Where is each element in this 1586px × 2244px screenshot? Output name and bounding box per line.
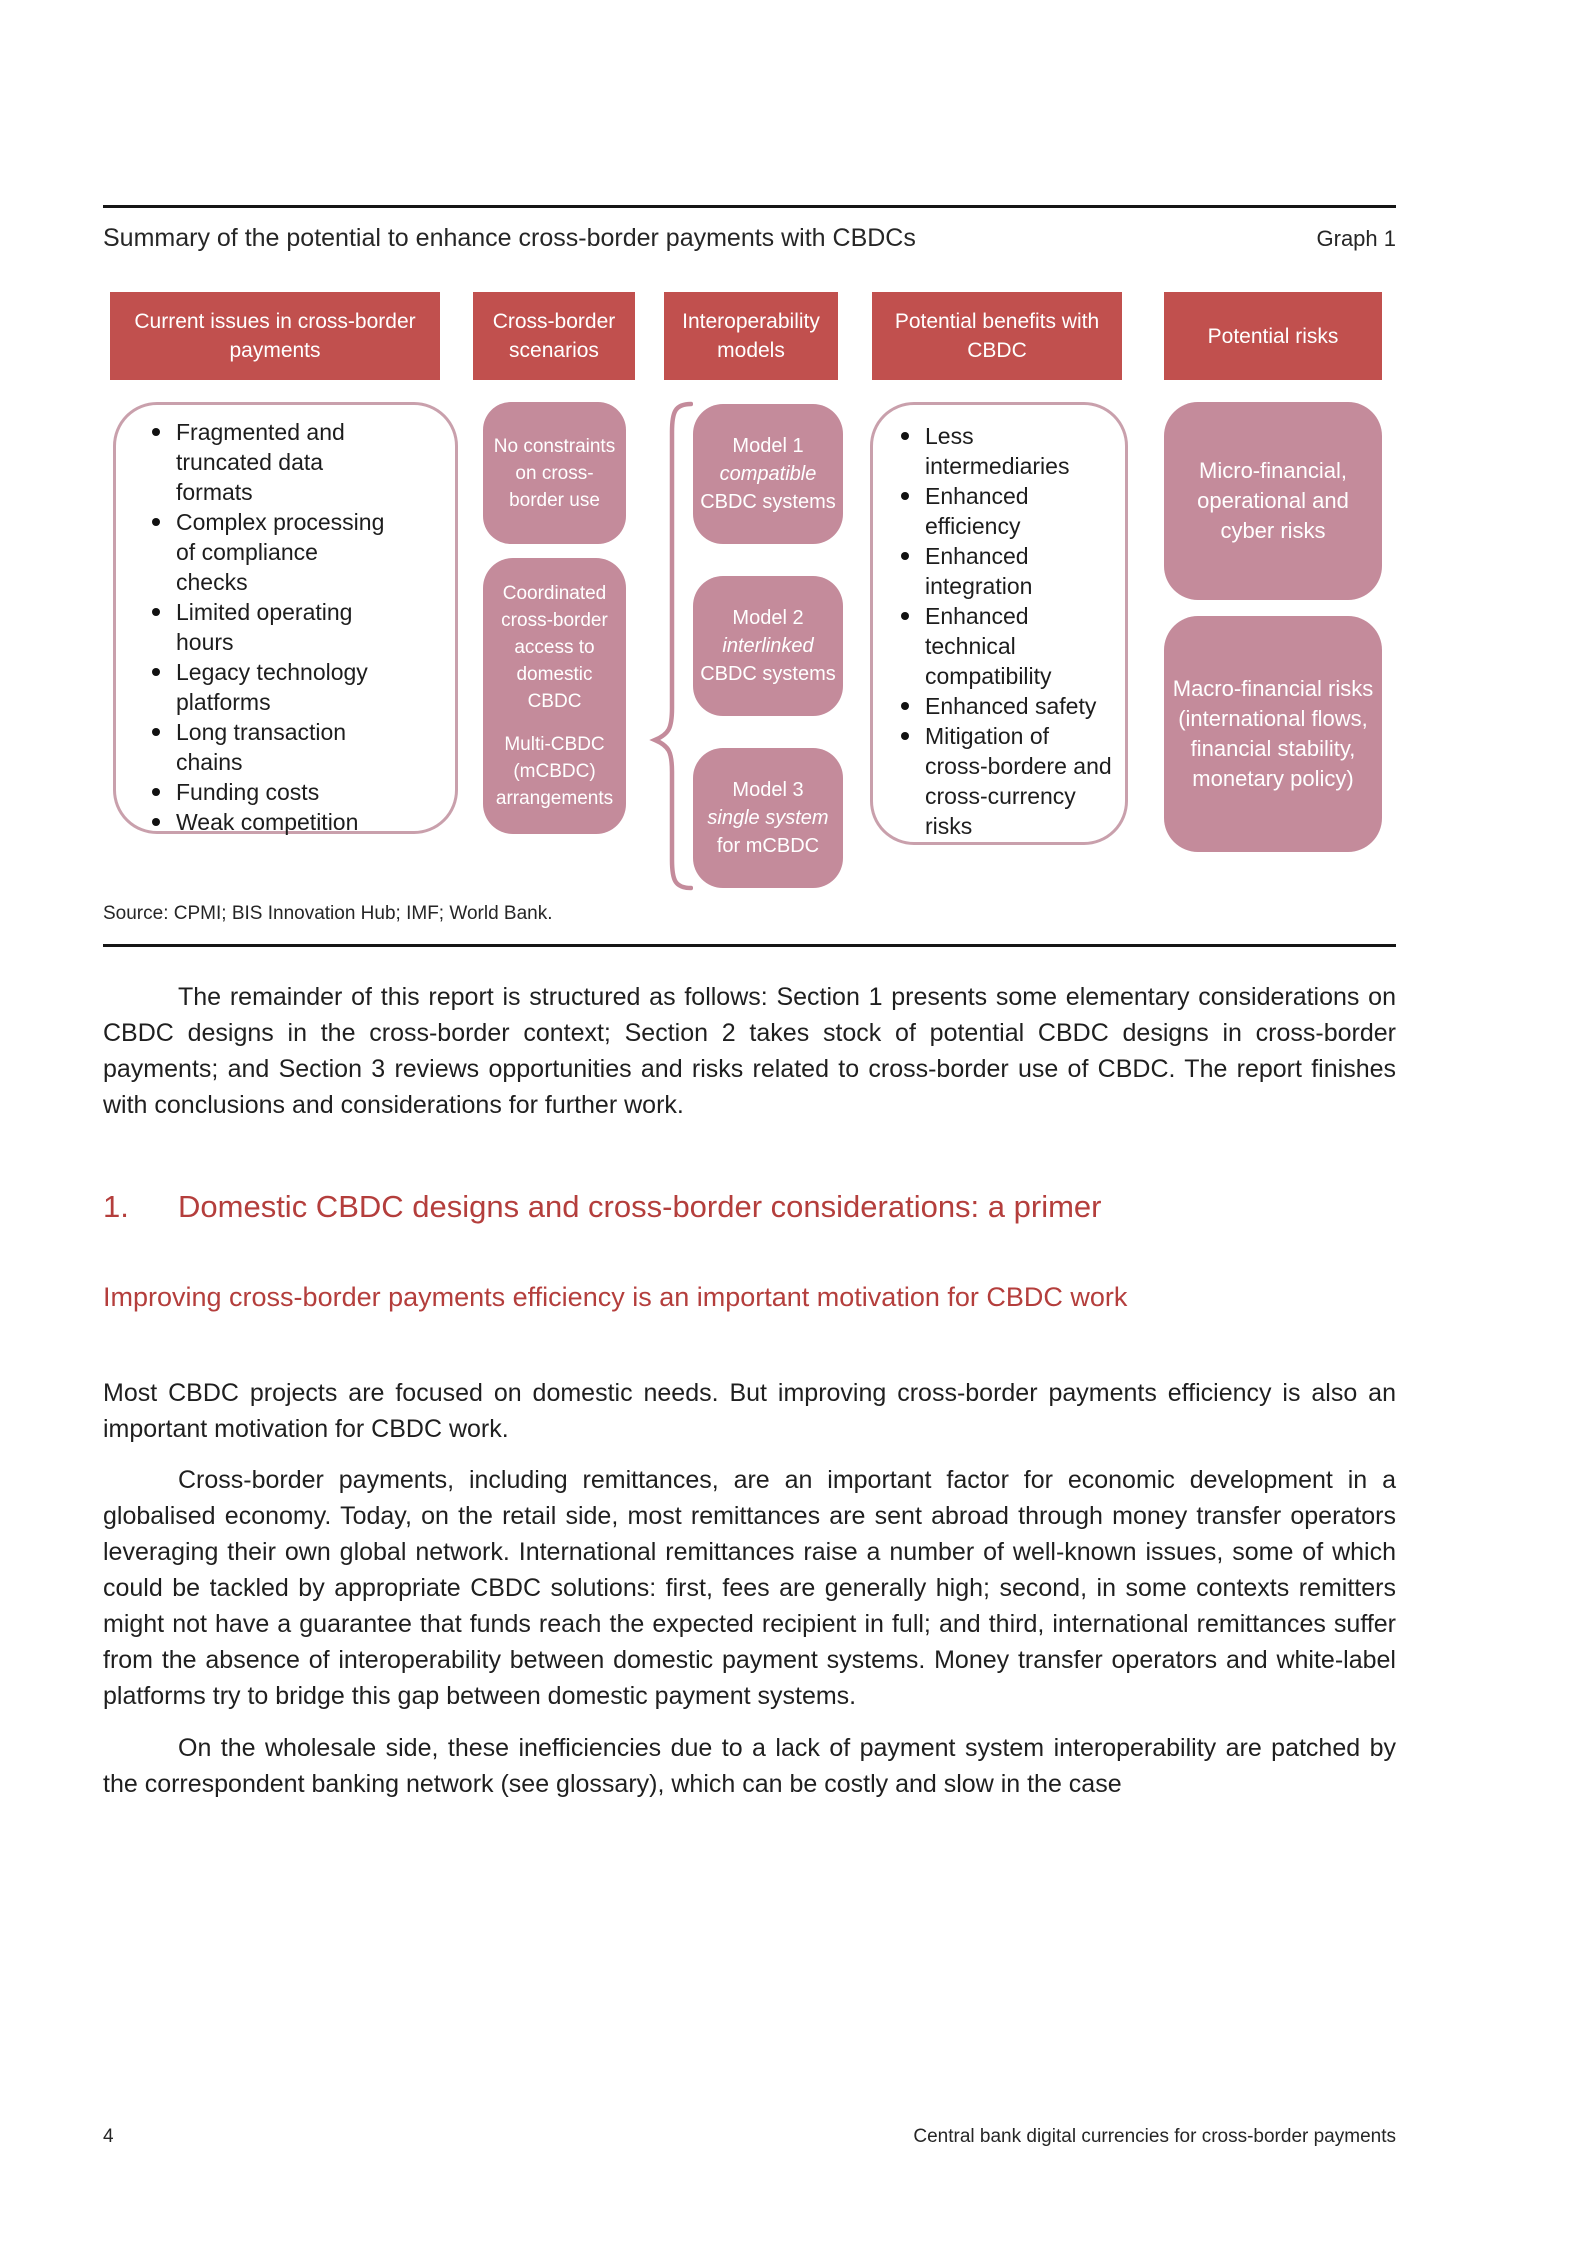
- list-item-text: Fragmented and truncated data formats: [176, 419, 345, 505]
- bullet-icon: [901, 732, 909, 740]
- graph-title-row: [103, 224, 1396, 253]
- section-title: Domestic CBDC designs and cross-border considerations: a primer: [178, 1189, 1102, 1224]
- model1-subject: CBDC systems: [700, 491, 836, 513]
- list-item: [152, 417, 445, 507]
- bullet-icon: [901, 492, 909, 500]
- body-text: [103, 979, 1396, 1802]
- bullet-icon: [152, 788, 160, 796]
- list-item: [152, 717, 445, 777]
- graph-source: Source: CPMI; BIS Innovation Hub; IMF; World Bank.: [103, 903, 553, 924]
- bullet-icon: [152, 428, 160, 436]
- model2-type: interlinked: [722, 635, 814, 657]
- graph-title: Summary of the potential to enhance cross-border payments with CBDCs: [103, 224, 916, 252]
- macro-financial-risks-box: Macro-financial risks (international flows, financial stability, monetary policy): [1164, 616, 1382, 852]
- list-item-text: Mitigation of cross-bordere and cross-currency risks: [925, 723, 1112, 839]
- model2-title: Model 2: [732, 607, 804, 629]
- running-title: Central bank digital currencies for cross-border payments: [913, 2126, 1396, 2147]
- list-item-text: Legacy technology platforms: [176, 659, 368, 715]
- list-item: [152, 777, 445, 807]
- bullet-icon: [901, 552, 909, 560]
- model2-subject: CBDC systems: [700, 663, 836, 685]
- section-heading: [103, 1187, 1396, 1227]
- scenario-coordinated-text: Coordinated cross-border access to domestic CBDC: [501, 583, 608, 712]
- list-item: [152, 807, 445, 837]
- top-rule: [103, 205, 1396, 208]
- bullet-icon: [901, 702, 909, 710]
- scenario-mcbdc-text: Multi-CBDC (mCBDC) arrangements: [495, 734, 614, 809]
- list-item-text: Enhanced integration: [925, 543, 1033, 599]
- list-item: [901, 541, 1117, 601]
- bullet-icon: [152, 728, 160, 736]
- scenario-box-coordinated-mcbdc: [483, 558, 626, 834]
- model1-box: [693, 404, 843, 544]
- bullet-icon: [901, 612, 909, 620]
- model3-subject: for mCBDC: [716, 835, 820, 857]
- model3-type: single system: [707, 807, 829, 829]
- list-item: [152, 597, 445, 657]
- list-item-text: Less intermediaries: [925, 423, 1070, 479]
- micro-financial-risks-box: Micro-financial, operational and cyber risks: [1164, 402, 1382, 600]
- header-cross-border-scenarios: Cross-border scenarios: [473, 292, 635, 380]
- page-footer: [103, 2126, 1396, 2148]
- header-current-issues: Current issues in cross-border payments: [110, 292, 440, 380]
- potential-benefits-box: [870, 402, 1128, 845]
- list-item: [901, 691, 1117, 721]
- list-item: [901, 601, 1117, 691]
- bullet-icon: [152, 518, 160, 526]
- list-item: [901, 721, 1117, 841]
- bullet-icon: [152, 608, 160, 616]
- header-potential-benefits: Potential benefits with CBDC: [872, 292, 1122, 380]
- paragraph: On the wholesale side, these inefficiencies due to a lack of payment system interoperability are patched by the correspondent banking network (see glossary), which can be costly and slow in the case: [103, 1734, 1396, 1798]
- list-item: [152, 657, 445, 717]
- list-item-text: Enhanced efficiency: [925, 483, 1029, 539]
- paragraph: Most CBDC projects are focused on domestic needs. But improving cross-border payments efficiency is also an important motivation for CBDC work.: [103, 1379, 1396, 1443]
- list-item-text: Long transaction chains: [176, 719, 347, 775]
- bullet-icon: [152, 818, 160, 826]
- model2-box: [693, 576, 843, 716]
- list-item: [901, 481, 1117, 541]
- header-potential-risks: Potential risks: [1164, 292, 1382, 380]
- list-item-text: Weak competition: [176, 809, 359, 835]
- list-item: [152, 507, 445, 597]
- header-interoperability-models: Interoperability models: [664, 292, 838, 380]
- bullet-icon: [152, 668, 160, 676]
- list-item-text: Enhanced technical compatibility: [925, 603, 1052, 689]
- subheading: Improving cross-border payments efficiency is an important motivation for CBDC work: [103, 1282, 1128, 1312]
- graph-number-label: Graph 1: [1316, 226, 1396, 251]
- scenario-box-no-constraints: No constraints on cross-border use: [483, 402, 626, 544]
- bottom-rule: [103, 944, 1396, 947]
- list-item-text: Complex processing of compliance checks: [176, 509, 385, 595]
- list-item-text: Limited operating hours: [176, 599, 353, 655]
- model1-title: Model 1: [732, 435, 804, 457]
- bullet-icon: [901, 432, 909, 440]
- model3-title: Model 3: [732, 779, 804, 801]
- model1-type: compatible: [719, 463, 817, 485]
- paragraph: Cross-border payments, including remittances, are an important factor for economic development in a globalised economy. Today, on the retail side, most remittances are sent abroad through money transfer operators leveraging their own global network. International remittances raise a number of well-known issues, some of which could be tackled by appropriate CBDC solutions: first, fees are generally high; second, in some contexts remitters might not have a guarantee that funds reach the expected recipient in full; and third, international remittances suffer from the absence of interoperability between domestic payment systems. Money transfer operators and white-label platforms try to bridge this gap between domestic payment systems.: [103, 1466, 1396, 1710]
- current-issues-box: [113, 402, 458, 834]
- section-number: 1.: [103, 1189, 129, 1224]
- page-number: 4: [103, 2126, 114, 2147]
- model3-box: [693, 748, 843, 888]
- paragraph: The remainder of this report is structured as follows: Section 1 presents some elementary considerations on CBDC designs in the cross-border context; Section 2 takes stock of potential CBDC designs in cross-border payments; and Section 3 reviews opportunities and risks related to cross-border use of CBDC. The report finishes with conclusions and considerations for further work.: [103, 983, 1396, 1119]
- brace-icon: [645, 398, 693, 894]
- list-item-text: Funding costs: [176, 779, 320, 805]
- list-item: [901, 421, 1117, 481]
- list-item-text: Enhanced safety: [925, 693, 1097, 719]
